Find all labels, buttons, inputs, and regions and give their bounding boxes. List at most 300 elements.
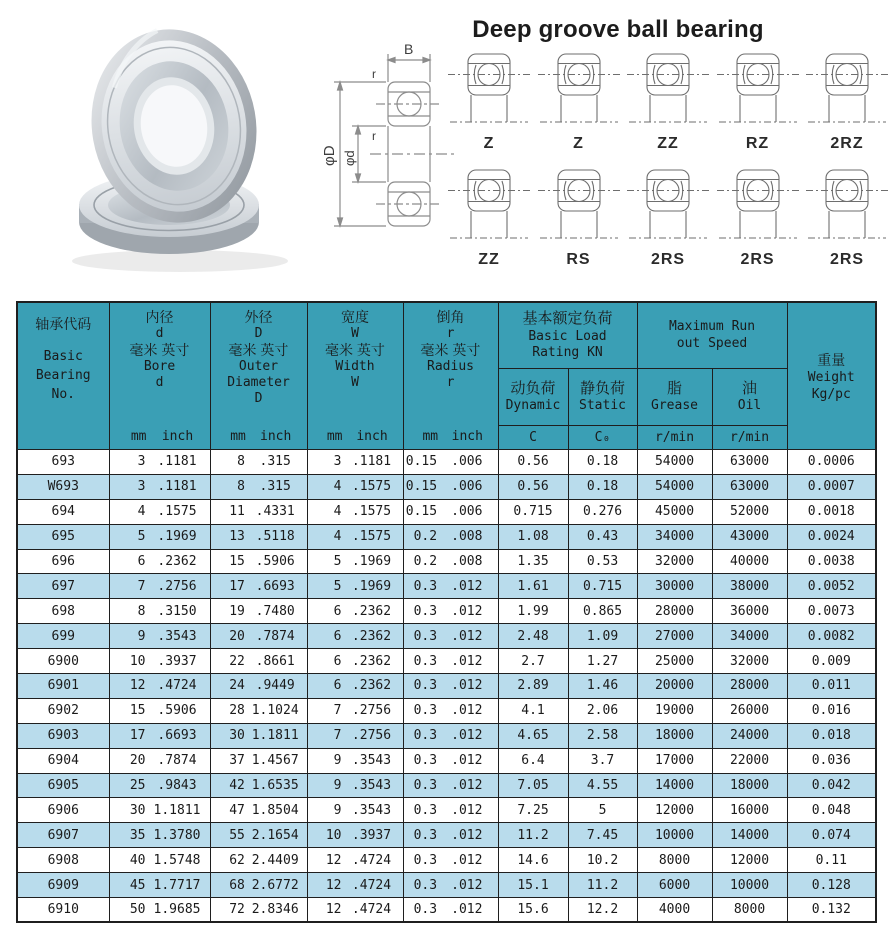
bearing-type-diagram (446, 50, 532, 153)
width-cell: 7 .2756 (307, 698, 403, 723)
weight-cell: 0.0073 (787, 599, 876, 624)
oil-speed-cell: 8000 (712, 898, 787, 923)
bearing-no-cell: 697 (17, 574, 109, 599)
unit-inch: inch (161, 429, 194, 445)
header-line: Basic Load (528, 328, 607, 344)
bearing-type-diagram (715, 50, 801, 153)
outer-diameter-cell: 20 .7874 (210, 624, 307, 649)
col-header-bore (109, 302, 210, 450)
bearing-type-label: 2RS (740, 251, 775, 268)
weight-cell: 0.011 (787, 674, 876, 699)
bearing-type-diagram (715, 166, 801, 269)
col-header-width (307, 302, 403, 450)
col-header-dynamic-load (498, 369, 568, 426)
unit-inch: inch (260, 429, 292, 445)
dynamic-load-cell: 1.99 (498, 599, 568, 624)
dynamic-load-cell: 1.08 (498, 524, 568, 549)
bore-cell: 12 .4724 (109, 674, 210, 699)
static-load-cell: 4.55 (568, 773, 637, 798)
oil-speed-cell: 18000 (712, 773, 787, 798)
dynamic-load-cell: 6.4 (498, 748, 568, 773)
radius-cell: 0.3 .012 (403, 649, 498, 674)
header-line: 动负荷 (510, 379, 556, 397)
width-cell: 4 .1575 (307, 524, 403, 549)
outer-diameter-cell: 13 .5118 (210, 524, 307, 549)
header-line: d (155, 326, 164, 342)
bore-cell: 35 1.3780 (109, 823, 210, 848)
oil-speed-cell: 24000 (712, 723, 787, 748)
width-cell: 10 .3937 (307, 823, 403, 848)
dim-label-phi-d-bore: φd (342, 150, 357, 166)
static-load-cell: 1.27 (568, 649, 637, 674)
weight-cell: 0.018 (787, 723, 876, 748)
bearing-no-cell: 6910 (17, 898, 109, 923)
bore-cell: 20 .7874 (109, 748, 210, 773)
header-line: Diameter (227, 374, 290, 390)
table-row (17, 848, 876, 873)
table-row (17, 748, 876, 773)
header-line: 毫米 英寸 (228, 341, 289, 358)
outer-diameter-cell: 47 1.8504 (210, 798, 307, 823)
grease-speed-cell: 6000 (637, 873, 712, 898)
outer-diameter-cell: 42 1.6535 (210, 773, 307, 798)
diagram-row-1 (446, 50, 890, 153)
radius-cell: 0.15 .006 (403, 474, 498, 499)
bore-cell: 4 .1575 (109, 499, 210, 524)
table-row (17, 873, 876, 898)
unit-inch: inch (356, 429, 388, 445)
dynamic-load-cell: 14.6 (498, 848, 568, 873)
col-group-basic-load-rating (498, 302, 637, 369)
header-line: W (351, 326, 359, 342)
grease-speed-cell: 10000 (637, 823, 712, 848)
width-cell: 4 .1575 (307, 474, 403, 499)
outer-diameter-cell: 62 2.4409 (210, 848, 307, 873)
outer-diameter-cell: 11 .4331 (210, 499, 307, 524)
weight-cell: 0.036 (787, 748, 876, 773)
grease-speed-cell: 8000 (637, 848, 712, 873)
header-line: Radius (427, 359, 474, 375)
static-load-cell: 0.715 (568, 574, 637, 599)
dynamic-load-cell: 4.1 (498, 698, 568, 723)
static-load-cell: 11.2 (568, 873, 637, 898)
dynamic-load-cell: 2.89 (498, 674, 568, 699)
dynamic-load-cell: 2.7 (498, 649, 568, 674)
outer-diameter-cell: 17 .6693 (210, 574, 307, 599)
bearing-cross-section-icon (536, 166, 622, 250)
grease-speed-cell: 54000 (637, 450, 712, 475)
table-row (17, 549, 876, 574)
header-line: 油 (742, 379, 758, 397)
col-header-radius (403, 302, 498, 450)
bearing-no-cell: 698 (17, 599, 109, 624)
bearing-type-label: RZ (745, 135, 770, 152)
grease-speed-cell: 18000 (637, 723, 712, 748)
oil-speed-cell: 12000 (712, 848, 787, 873)
weight-cell: 0.009 (787, 649, 876, 674)
spec-table-header (17, 302, 876, 450)
page-title: Deep groove ball bearing (472, 16, 764, 43)
header-line: D (254, 390, 263, 406)
unit-dynamic-c: C (498, 425, 568, 449)
dim-label-r-mid: r (372, 129, 376, 143)
bearing-cross-section-icon (625, 50, 711, 134)
bearing-type-label: Z (483, 135, 495, 152)
header-units-row (404, 429, 498, 445)
weight-cell: 0.0018 (787, 499, 876, 524)
oil-speed-cell: 63000 (712, 450, 787, 475)
radius-cell: 0.3 .012 (403, 823, 498, 848)
table-row (17, 723, 876, 748)
header-line: 静负荷 (580, 379, 626, 397)
bearing-type-label: ZZ (657, 135, 679, 152)
radius-cell: 0.2 .008 (403, 549, 498, 574)
dynamic-load-cell: 7.05 (498, 773, 568, 798)
table-row (17, 574, 876, 599)
width-cell: 3 .1181 (307, 450, 403, 475)
bearing-type-diagram (536, 166, 622, 269)
dynamic-load-cell: 11.2 (498, 823, 568, 848)
oil-speed-cell: 22000 (712, 748, 787, 773)
unit-inch: inch (451, 429, 483, 445)
header-line: Outer (238, 359, 279, 375)
oil-speed-cell: 10000 (712, 873, 787, 898)
header-line: 毫米 英寸 (129, 341, 190, 358)
outer-diameter-cell: 15 .5906 (210, 549, 307, 574)
static-load-cell: 7.45 (568, 823, 637, 848)
width-cell: 6 .2362 (307, 674, 403, 699)
bearing-product-photo (38, 8, 318, 278)
grease-speed-cell: 14000 (637, 773, 712, 798)
header-line: No. (51, 386, 75, 402)
bore-cell: 7 .2756 (109, 574, 210, 599)
bearing-no-cell: W693 (17, 474, 109, 499)
diagram-row-2 (446, 166, 890, 269)
radius-cell: 0.3 .012 (403, 574, 498, 599)
width-cell: 5 .1969 (307, 549, 403, 574)
header-line: 毫米 英寸 (420, 341, 481, 358)
col-header-bearing-no (17, 302, 109, 450)
weight-cell: 0.128 (787, 873, 876, 898)
bearing-type-label: 2RZ (830, 135, 864, 152)
bearing-no-cell: 696 (17, 549, 109, 574)
grease-speed-cell: 34000 (637, 524, 712, 549)
header-line: Static (579, 398, 626, 414)
width-cell: 5 .1969 (307, 574, 403, 599)
radius-cell: 0.3 .012 (403, 624, 498, 649)
bearing-cross-section-icon (715, 166, 801, 250)
table-row (17, 898, 876, 923)
table-row (17, 474, 876, 499)
bearing-cross-section-icon (804, 50, 890, 134)
radius-cell: 0.3 .012 (403, 898, 498, 923)
header-units-row (308, 429, 403, 445)
bearing-type-label: ZZ (478, 251, 500, 268)
header-line: Basic (43, 349, 83, 365)
header-line: 重量 (817, 351, 846, 368)
oil-speed-cell: 26000 (712, 698, 787, 723)
bearing-no-cell: 6906 (17, 798, 109, 823)
weight-cell: 0.132 (787, 898, 876, 923)
bearing-no-cell: 6908 (17, 848, 109, 873)
unit-mm: mm (422, 429, 439, 445)
oil-speed-cell: 63000 (712, 474, 787, 499)
outer-diameter-cell: 24 .9449 (210, 674, 307, 699)
radius-cell: 0.3 .012 (403, 798, 498, 823)
outer-diameter-cell: 28 1.1024 (210, 698, 307, 723)
header-units-row (110, 429, 210, 445)
static-load-cell: 0.43 (568, 524, 637, 549)
col-header-static-load (568, 369, 637, 426)
width-cell: 12 .4724 (307, 873, 403, 898)
bore-cell: 5 .1969 (109, 524, 210, 549)
outer-diameter-cell: 19 .7480 (210, 599, 307, 624)
table-row (17, 823, 876, 848)
spec-table-body (17, 450, 876, 923)
table-row (17, 450, 876, 475)
dim-label-b: B (404, 41, 414, 57)
header-line: 宽度 (341, 309, 369, 325)
weight-cell: 0.0052 (787, 574, 876, 599)
grease-speed-cell: 54000 (637, 474, 712, 499)
oil-speed-cell: 40000 (712, 549, 787, 574)
unit-mm: mm (326, 429, 343, 445)
width-cell: 4 .1575 (307, 499, 403, 524)
header-line: r (446, 374, 455, 390)
dynamic-load-cell: 0.715 (498, 499, 568, 524)
weight-cell: 0.0038 (787, 549, 876, 574)
static-load-cell: 2.06 (568, 698, 637, 723)
outer-diameter-cell: 22 .8661 (210, 649, 307, 674)
dynamic-load-cell: 15.6 (498, 898, 568, 923)
header-line: Bearing (35, 367, 91, 383)
bearing-no-cell: 6901 (17, 674, 109, 699)
dynamic-load-cell: 7.25 (498, 798, 568, 823)
grease-speed-cell: 12000 (637, 798, 712, 823)
bore-cell: 50 1.9685 (109, 898, 210, 923)
table-row (17, 674, 876, 699)
header-line: r (446, 326, 455, 342)
grease-speed-cell: 45000 (637, 499, 712, 524)
width-cell: 12 .4724 (307, 848, 403, 873)
static-load-cell: 12.2 (568, 898, 637, 923)
width-cell: 9 .3543 (307, 748, 403, 773)
bearing-spec-table (16, 301, 877, 923)
table-row (17, 698, 876, 723)
width-cell: 9 .3543 (307, 773, 403, 798)
header-line: d (155, 374, 164, 390)
static-load-cell: 0.18 (568, 474, 637, 499)
radius-cell: 0.15 .006 (403, 450, 498, 475)
grease-speed-cell: 17000 (637, 748, 712, 773)
bore-cell: 25 .9843 (109, 773, 210, 798)
oil-speed-cell: 36000 (712, 599, 787, 624)
bearing-type-label: 2RS (650, 251, 686, 268)
header-line: Oil (737, 398, 762, 414)
bearing-no-cell: 6909 (17, 873, 109, 898)
bearing-cross-section-icon (446, 166, 532, 250)
header-line: Weight (807, 369, 855, 385)
bearing-cross-section-icon (715, 50, 801, 134)
col-header-outer-diameter (210, 302, 307, 450)
dynamic-load-cell: 4.65 (498, 723, 568, 748)
table-row (17, 624, 876, 649)
width-cell: 9 .3543 (307, 798, 403, 823)
grease-speed-cell: 30000 (637, 574, 712, 599)
bore-cell: 15 .5906 (109, 698, 210, 723)
header-line: Width (335, 359, 375, 375)
bore-cell: 30 1.1811 (109, 798, 210, 823)
grease-speed-cell: 4000 (637, 898, 712, 923)
outer-diameter-cell: 72 2.8346 (210, 898, 307, 923)
bore-cell: 9 .3543 (109, 624, 210, 649)
weight-cell: 0.0082 (787, 624, 876, 649)
radius-cell: 0.3 .012 (403, 848, 498, 873)
oil-speed-cell: 52000 (712, 499, 787, 524)
outer-diameter-cell: 8 .315 (210, 474, 307, 499)
width-cell: 12 .4724 (307, 898, 403, 923)
outer-diameter-cell: 55 2.1654 (210, 823, 307, 848)
grease-speed-cell: 27000 (637, 624, 712, 649)
bearing-type-diagram (625, 50, 711, 153)
bearing-type-diagram (446, 166, 532, 269)
static-load-cell: 3.7 (568, 748, 637, 773)
dim-label-phi-d-outer: φD (321, 145, 338, 166)
header-line: 外径 (244, 309, 273, 325)
bearing-type-diagram (804, 50, 890, 153)
bearing-type-label: 2RS (829, 251, 865, 268)
radius-cell: 0.15 .006 (403, 499, 498, 524)
width-cell: 6 .2362 (307, 624, 403, 649)
unit-grease-rmin: r/min (637, 425, 712, 449)
bearing-no-cell: 693 (17, 450, 109, 475)
bore-cell: 10 .3937 (109, 649, 210, 674)
header-line: Bore (143, 359, 176, 375)
bearing-type-diagram (536, 50, 622, 153)
weight-cell: 0.0007 (787, 474, 876, 499)
weight-cell: 0.0006 (787, 450, 876, 475)
unit-static-c0: C₀ (568, 425, 637, 449)
header-line: W (351, 374, 359, 390)
width-cell: 6 .2362 (307, 599, 403, 624)
static-load-cell: 2.58 (568, 723, 637, 748)
outer-diameter-cell: 37 1.4567 (210, 748, 307, 773)
bearing-no-cell: 695 (17, 524, 109, 549)
static-load-cell: 1.09 (568, 624, 637, 649)
bearing-type-diagram (804, 166, 890, 269)
oil-speed-cell: 28000 (712, 674, 787, 699)
dynamic-load-cell: 2.48 (498, 624, 568, 649)
radius-cell: 0.3 .012 (403, 698, 498, 723)
col-header-weight (787, 302, 876, 450)
bore-cell: 8 .3150 (109, 599, 210, 624)
table-row (17, 499, 876, 524)
oil-speed-cell: 14000 (712, 823, 787, 848)
bearing-type-label: RS (566, 251, 591, 268)
radius-cell: 0.3 .012 (403, 723, 498, 748)
table-row (17, 798, 876, 823)
bearing-no-cell: 6900 (17, 649, 109, 674)
weight-cell: 0.042 (787, 773, 876, 798)
unit-oil-rmin: r/min (712, 425, 787, 449)
col-group-maximum-runout-speed (637, 302, 787, 369)
table-row (17, 649, 876, 674)
weight-cell: 0.11 (787, 848, 876, 873)
radius-cell: 0.3 .012 (403, 773, 498, 798)
header-line: 基本额定负荷 (522, 309, 613, 327)
header-line: Rating KN (532, 344, 603, 360)
table-row (17, 773, 876, 798)
dynamic-load-cell: 1.35 (498, 549, 568, 574)
outer-diameter-cell: 68 2.6772 (210, 873, 307, 898)
grease-speed-cell: 28000 (637, 599, 712, 624)
grease-speed-cell: 25000 (637, 649, 712, 674)
bearing-no-cell: 6903 (17, 723, 109, 748)
bearing-cross-section-icon (446, 50, 532, 134)
width-cell: 7 .2756 (307, 723, 403, 748)
header-line: Maximum Run (668, 319, 756, 335)
grease-speed-cell: 19000 (637, 698, 712, 723)
weight-cell: 0.074 (787, 823, 876, 848)
oil-speed-cell: 34000 (712, 624, 787, 649)
radius-cell: 0.3 .012 (403, 599, 498, 624)
header-line: 轴承代码 (35, 316, 92, 332)
table-row (17, 524, 876, 549)
oil-speed-cell: 16000 (712, 798, 787, 823)
header-line: 脂 (667, 379, 683, 397)
grease-speed-cell: 32000 (637, 549, 712, 574)
bore-cell: 6 .2362 (109, 549, 210, 574)
bore-cell: 40 1.5748 (109, 848, 210, 873)
bore-cell: 3 .1181 (109, 450, 210, 475)
dynamic-load-cell: 15.1 (498, 873, 568, 898)
radius-cell: 0.3 .012 (403, 873, 498, 898)
width-cell: 6 .2362 (307, 649, 403, 674)
static-load-cell: 0.18 (568, 450, 637, 475)
col-header-oil (712, 369, 787, 426)
bearing-no-cell: 6904 (17, 748, 109, 773)
bearing-no-cell: 699 (17, 624, 109, 649)
dimension-drawing (288, 24, 458, 268)
header-line: Kg/pc (811, 386, 851, 402)
dim-label-r-top: r (372, 67, 376, 81)
header-line: Grease (651, 398, 698, 414)
static-load-cell: 1.46 (568, 674, 637, 699)
radius-cell: 0.3 .012 (403, 748, 498, 773)
outer-diameter-cell: 8 .315 (210, 450, 307, 475)
header-line: out Speed (676, 335, 748, 351)
bearing-cross-section-icon (536, 50, 622, 134)
bearing-no-cell: 6905 (17, 773, 109, 798)
table-row (17, 599, 876, 624)
static-load-cell: 0.276 (568, 499, 637, 524)
header-line: D (254, 326, 263, 342)
bore-cell: 3 .1181 (109, 474, 210, 499)
bearing-no-cell: 6902 (17, 698, 109, 723)
header-line: 内径 (145, 309, 174, 325)
header-line: Dynamic (505, 398, 561, 414)
static-load-cell: 10.2 (568, 848, 637, 873)
bearing-type-diagram (625, 166, 711, 269)
grease-speed-cell: 20000 (637, 674, 712, 699)
oil-speed-cell: 38000 (712, 574, 787, 599)
bearing-cross-section-icon (625, 166, 711, 250)
radius-cell: 0.3 .012 (403, 674, 498, 699)
weight-cell: 0.048 (787, 798, 876, 823)
header-line: 倒角 (436, 309, 465, 325)
dynamic-load-cell: 0.56 (498, 474, 568, 499)
unit-mm: mm (130, 429, 147, 445)
